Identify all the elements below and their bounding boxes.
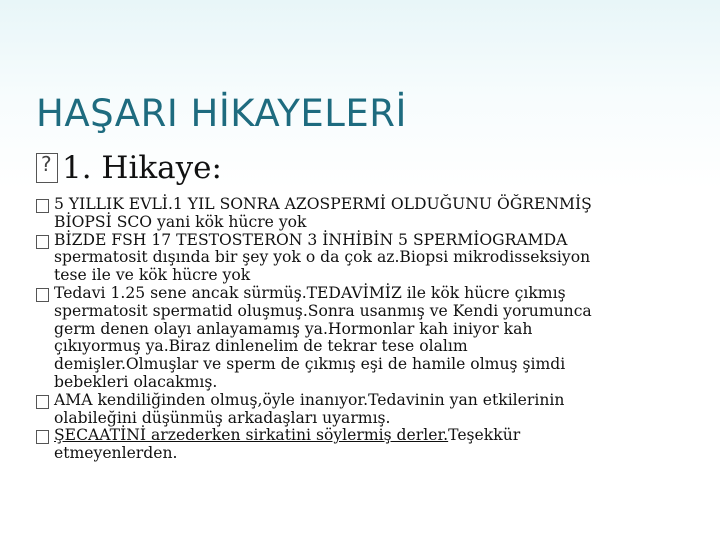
underlined-proverb: ŞECAATİNİ arzederken sirkatini söylermiş derler.	[54, 426, 449, 445]
list-item-text: BİZDE FSH 17 TESTOSTERON 3 İNHİBİN 5 SPERMİOGRAMDA spermatosit dışında bir şey yok o da çok az.Biopsi mikrodisseksiyon tese ile ve kök hücre yok	[54, 230, 591, 285]
page-title: HAŞARI HİKAYELERİ	[36, 92, 407, 135]
story-heading-label: 1. Hikaye:	[62, 150, 222, 186]
bullet-box-icon	[36, 199, 49, 213]
list-item-text: 5 YILLIK EVLİ.1 YIL SONRA AZOSPERMİ OLDUĞUNU ÖĞRENMİŞ BİOPSİ SCO yani kök hücre yok	[54, 195, 592, 231]
list-item	[36, 196, 704, 232]
story-bullet-list	[36, 196, 704, 463]
list-item	[36, 427, 704, 463]
list-item	[36, 285, 704, 392]
bullet-box-icon	[36, 235, 49, 249]
list-item	[36, 232, 704, 285]
missing-glyph-bullet-icon	[36, 153, 58, 183]
list-item-text	[54, 427, 704, 463]
story-heading	[36, 150, 222, 186]
list-item-text: Tedavi 1.25 sene ancak sürmüş.TEDAVİMİZ ile kök hücre çıkmış spermatosit spermatid oluşmuş.Sonra usanmış ve Kendi yorumunca germ denen olayı anlayamamış ya.Hormonlar kah iniyor kah çıkıyormuş ya.Biraz dinlenelim de tekrar tese olalım demişler.Olmuşlar ve sperm de çıkmış eşi de hamile olmuş şimdi bebekleri olacakmış.	[54, 283, 592, 391]
bullet-box-icon	[36, 430, 49, 444]
list-item-text: AMA kendiliğinden olmuş,öyle inanıyor.Tedavinin yan etkilerinin olabileğini düşünmüş arkadaşları uyarmış.	[54, 390, 565, 427]
bullet-box-icon	[36, 288, 49, 302]
list-item	[36, 392, 704, 428]
closing-text: Teşekkür etmeyenlerden.	[54, 426, 521, 463]
bullet-box-icon	[36, 395, 49, 409]
